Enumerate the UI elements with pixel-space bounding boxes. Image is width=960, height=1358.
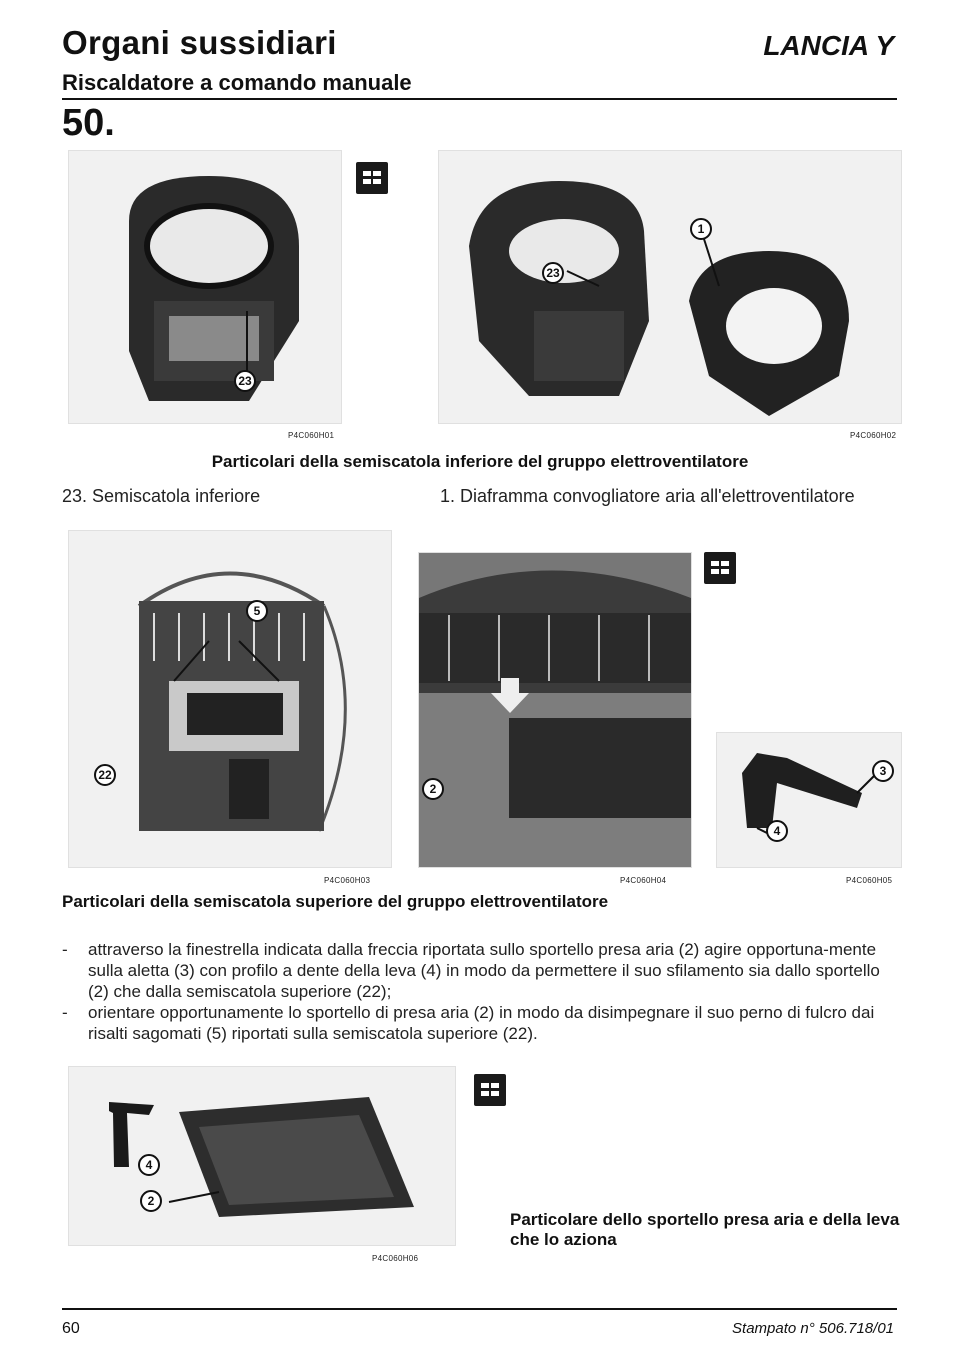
air-intake-door-illustration [419,553,691,867]
callout-3: 3 [872,760,894,782]
photo-upper-half-shell [68,530,392,868]
instruction-item [62,1002,902,1044]
photo-code-1: P4C060H01 [288,431,335,440]
brand-label: LANCIA Y [763,30,894,61]
callout-4: 4 [766,820,788,842]
callout-4-bottom: 4 [138,1154,160,1176]
callout-23-right: 23 [542,262,564,284]
instruction-text: orientare opportunamente lo sportello di presa aria (2) in modo da disimpegnare il suo perno di fulcro dai risalti sagomati (5) riportati sulla semiscatola superiore (22). [88,1003,875,1043]
callout-2: 2 [422,778,444,800]
instructions-list [62,939,902,1044]
door-and-lever-illustration [69,1067,455,1245]
photo-code-4: P4C060H04 [620,876,667,885]
section-number: 50. [62,102,115,144]
photo-lower-half-shell [68,150,342,424]
header-divider [62,98,897,100]
legend-item-1: 1. Diaframma convogliatore aria all'elettroventilatore [440,486,855,506]
figure-caption-bottom: Particolare dello sportello presa aria e della leva che lo aziona [510,1210,900,1249]
photo-lever [716,732,902,868]
callout-1: 1 [690,218,712,240]
photo-air-diaphragm [438,150,902,424]
page-number: 60 [62,1320,80,1337]
air-diaphragm-illustration [439,151,901,423]
callout-5: 5 [246,600,268,622]
section-marker-icon [704,552,736,584]
lower-half-shell-illustration [69,151,341,423]
photo-code-3: P4C060H03 [324,876,371,885]
photo-code-6: P4C060H06 [372,1254,419,1263]
callout-2-bottom: 2 [140,1190,162,1212]
instruction-item [62,939,902,1002]
chapter-subtitle: Riscaldatore a comando manuale [62,70,412,95]
section-marker-icon [356,162,388,194]
bullet-dash: - [62,940,68,959]
photo-door-and-lever [68,1066,456,1246]
chapter-title: Organi sussidiari [62,24,337,61]
print-reference: Stampato n° 506.718/01 [732,1320,894,1337]
footer-divider [62,1308,897,1310]
lever-illustration [717,733,901,867]
photo-code-5: P4C060H05 [846,876,893,885]
instruction-text: attraverso la finestrella indicata dalla freccia riportata sullo sportello presa aria (2) agire opportuna-mente sulla aletta (3) con profilo a dente della leva (4) in modo da permettere il suo sfilamento sia dallo sportello (2) che dalla semiscatola superiore (22); [88,940,880,1001]
callout-22: 22 [94,764,116,786]
figure-caption-middle: Particolari della semiscatola superiore del gruppo elettroventilatore [62,892,609,911]
bullet-dash: - [62,1003,68,1022]
legend-item-23: 23. Semiscatola inferiore [62,486,261,506]
figure-caption-top: Particolari della semiscatola inferiore del gruppo elettroventilatore [211,452,749,471]
photo-air-intake-door-closeup [418,552,692,868]
upper-half-shell-illustration [69,531,391,867]
photo-code-2: P4C060H02 [850,431,897,440]
callout-23: 23 [234,370,256,392]
section-marker-icon [474,1074,506,1106]
